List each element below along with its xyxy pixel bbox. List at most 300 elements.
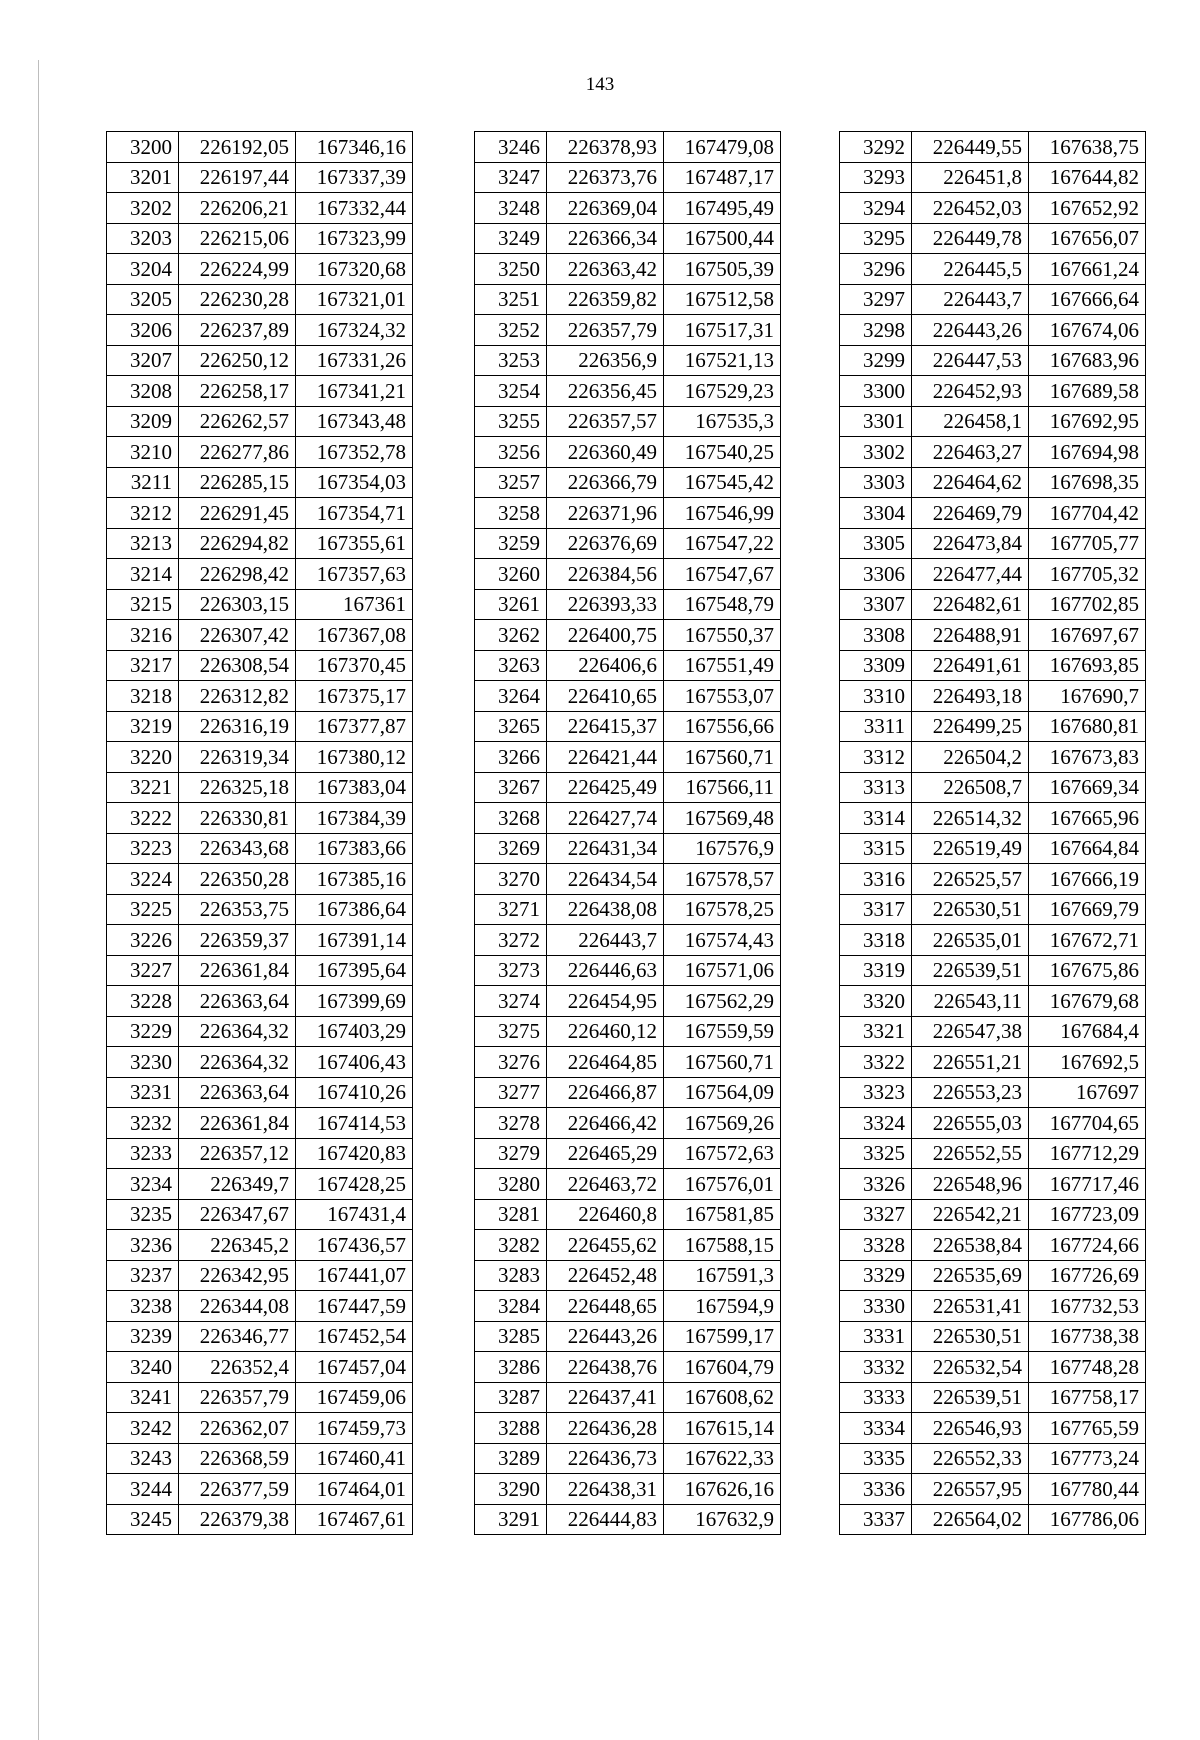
- y-coordinate-cell: 167377,87: [296, 711, 413, 742]
- point-number-cell: 3202: [107, 193, 179, 224]
- x-coordinate-cell: 226357,57: [547, 406, 664, 437]
- point-number-cell: 3303: [840, 467, 912, 498]
- point-number-cell: 3200: [107, 132, 179, 163]
- table-row: [107, 986, 413, 1017]
- x-coordinate-cell: 226463,27: [912, 437, 1029, 468]
- x-coordinate-cell: 226547,38: [912, 1016, 1029, 1047]
- y-coordinate-cell: 167521,13: [664, 345, 781, 376]
- x-coordinate-cell: 226377,59: [179, 1474, 296, 1505]
- x-coordinate-cell: 226366,79: [547, 467, 664, 498]
- point-number-cell: 3297: [840, 284, 912, 315]
- table-row: [107, 681, 413, 712]
- point-number-cell: 3285: [475, 1321, 547, 1352]
- table-row: [107, 223, 413, 254]
- y-coordinate-cell: 167452,54: [296, 1321, 413, 1352]
- x-coordinate-cell: 226466,42: [547, 1108, 664, 1139]
- point-number-cell: 3265: [475, 711, 547, 742]
- point-number-cell: 3226: [107, 925, 179, 956]
- point-number-cell: 3247: [475, 162, 547, 193]
- x-coordinate-cell: 226446,63: [547, 955, 664, 986]
- table-row: [475, 589, 781, 620]
- y-coordinate-cell: 167665,96: [1029, 803, 1146, 834]
- point-number-cell: 3335: [840, 1443, 912, 1474]
- x-coordinate-cell: 226519,49: [912, 833, 1029, 864]
- x-coordinate-cell: 226308,54: [179, 650, 296, 681]
- table-row: [840, 528, 1146, 559]
- point-number-cell: 3220: [107, 742, 179, 773]
- x-coordinate-cell: 226449,55: [912, 132, 1029, 163]
- y-coordinate-cell: 167656,07: [1029, 223, 1146, 254]
- y-coordinate-cell: 167399,69: [296, 986, 413, 1017]
- x-coordinate-cell: 226473,84: [912, 528, 1029, 559]
- x-coordinate-cell: 226460,12: [547, 1016, 664, 1047]
- y-coordinate-cell: 167460,41: [296, 1443, 413, 1474]
- point-number-cell: 3295: [840, 223, 912, 254]
- y-coordinate-cell: 167361: [296, 589, 413, 620]
- table-row: [475, 1352, 781, 1383]
- point-number-cell: 3252: [475, 315, 547, 346]
- y-coordinate-cell: 167505,39: [664, 254, 781, 285]
- table-row: [107, 742, 413, 773]
- x-coordinate-cell: 226400,75: [547, 620, 664, 651]
- point-number-cell: 3331: [840, 1321, 912, 1352]
- table-row: [107, 1199, 413, 1230]
- point-number-cell: 3219: [107, 711, 179, 742]
- table-row: [107, 162, 413, 193]
- y-coordinate-cell: 167562,29: [664, 986, 781, 1017]
- point-number-cell: 3311: [840, 711, 912, 742]
- y-coordinate-cell: 167661,24: [1029, 254, 1146, 285]
- y-coordinate-cell: 167588,15: [664, 1230, 781, 1261]
- x-coordinate-cell: 226312,82: [179, 681, 296, 712]
- table-row: [840, 1443, 1146, 1474]
- point-number-cell: 3280: [475, 1169, 547, 1200]
- x-coordinate-cell: 226452,48: [547, 1260, 664, 1291]
- table-row: [840, 1474, 1146, 1505]
- y-coordinate-cell: 167622,33: [664, 1443, 781, 1474]
- x-coordinate-cell: 226434,54: [547, 864, 664, 895]
- point-number-cell: 3244: [107, 1474, 179, 1505]
- point-number-cell: 3258: [475, 498, 547, 529]
- x-coordinate-cell: 226361,84: [179, 1108, 296, 1139]
- point-number-cell: 3329: [840, 1260, 912, 1291]
- point-number-cell: 3237: [107, 1260, 179, 1291]
- y-coordinate-cell: 167464,01: [296, 1474, 413, 1505]
- y-coordinate-cell: 167380,12: [296, 742, 413, 773]
- table-row: [475, 223, 781, 254]
- table-row: [475, 1108, 781, 1139]
- x-coordinate-cell: 226359,82: [547, 284, 664, 315]
- y-coordinate-cell: 167386,64: [296, 894, 413, 925]
- x-coordinate-cell: 226369,04: [547, 193, 664, 224]
- y-coordinate-cell: 167673,83: [1029, 742, 1146, 773]
- x-coordinate-cell: 226307,42: [179, 620, 296, 651]
- table-row: [840, 1382, 1146, 1413]
- x-coordinate-cell: 226449,78: [912, 223, 1029, 254]
- y-coordinate-cell: 167323,99: [296, 223, 413, 254]
- point-number-cell: 3261: [475, 589, 547, 620]
- point-number-cell: 3275: [475, 1016, 547, 1047]
- point-number-cell: 3249: [475, 223, 547, 254]
- y-coordinate-cell: 167383,04: [296, 772, 413, 803]
- x-coordinate-cell: 226514,32: [912, 803, 1029, 834]
- x-coordinate-cell: 226342,95: [179, 1260, 296, 1291]
- point-number-cell: 3268: [475, 803, 547, 834]
- table-row: [107, 1291, 413, 1322]
- table-row: [840, 1169, 1146, 1200]
- point-number-cell: 3266: [475, 742, 547, 773]
- y-coordinate-cell: 167576,01: [664, 1169, 781, 1200]
- x-coordinate-cell: 226539,51: [912, 1382, 1029, 1413]
- point-number-cell: 3286: [475, 1352, 547, 1383]
- y-coordinate-cell: 167786,06: [1029, 1504, 1146, 1535]
- x-coordinate-cell: 226277,86: [179, 437, 296, 468]
- y-coordinate-cell: 167540,25: [664, 437, 781, 468]
- point-number-cell: 3293: [840, 162, 912, 193]
- x-coordinate-cell: 226538,84: [912, 1230, 1029, 1261]
- x-coordinate-cell: 226379,38: [179, 1504, 296, 1535]
- table-row: [475, 681, 781, 712]
- table-row: [840, 681, 1146, 712]
- point-number-cell: 3215: [107, 589, 179, 620]
- table-row: [840, 254, 1146, 285]
- x-coordinate-cell: 226551,21: [912, 1047, 1029, 1078]
- point-number-cell: 3287: [475, 1382, 547, 1413]
- point-number-cell: 3243: [107, 1443, 179, 1474]
- point-number-cell: 3309: [840, 650, 912, 681]
- point-number-cell: 3283: [475, 1260, 547, 1291]
- y-coordinate-cell: 167385,16: [296, 864, 413, 895]
- table-row: [840, 498, 1146, 529]
- point-number-cell: 3204: [107, 254, 179, 285]
- x-coordinate-cell: 226192,05: [179, 132, 296, 163]
- x-coordinate-cell: 226285,15: [179, 467, 296, 498]
- x-coordinate-cell: 226376,69: [547, 528, 664, 559]
- y-coordinate-cell: 167370,45: [296, 650, 413, 681]
- x-coordinate-cell: 226448,65: [547, 1291, 664, 1322]
- y-coordinate-cell: 167693,85: [1029, 650, 1146, 681]
- table-row: [475, 284, 781, 315]
- point-number-cell: 3323: [840, 1077, 912, 1108]
- table-row: [840, 1504, 1146, 1535]
- x-coordinate-cell: 226463,72: [547, 1169, 664, 1200]
- table-row: [107, 132, 413, 163]
- y-coordinate-cell: 167354,71: [296, 498, 413, 529]
- table-row: [840, 1291, 1146, 1322]
- table-row: [107, 803, 413, 834]
- table-row: [475, 1321, 781, 1352]
- table-row: [107, 376, 413, 407]
- table-row: [107, 1260, 413, 1291]
- x-coordinate-cell: 226364,32: [179, 1047, 296, 1078]
- table-row: [107, 1169, 413, 1200]
- point-number-cell: 3240: [107, 1352, 179, 1383]
- y-coordinate-cell: 167548,79: [664, 589, 781, 620]
- y-coordinate-cell: 167692,95: [1029, 406, 1146, 437]
- table-row: [107, 711, 413, 742]
- x-coordinate-cell: 226363,64: [179, 986, 296, 1017]
- y-coordinate-cell: 167403,29: [296, 1016, 413, 1047]
- x-coordinate-cell: 226531,41: [912, 1291, 1029, 1322]
- point-number-cell: 3322: [840, 1047, 912, 1078]
- point-number-cell: 3209: [107, 406, 179, 437]
- y-coordinate-cell: 167594,9: [664, 1291, 781, 1322]
- table-row: [107, 1138, 413, 1169]
- table-row: [107, 1474, 413, 1505]
- point-number-cell: 3296: [840, 254, 912, 285]
- y-coordinate-cell: 167702,85: [1029, 589, 1146, 620]
- point-number-cell: 3229: [107, 1016, 179, 1047]
- x-coordinate-cell: 226443,7: [547, 925, 664, 956]
- table-row: [475, 1443, 781, 1474]
- x-coordinate-cell: 226465,29: [547, 1138, 664, 1169]
- y-coordinate-cell: 167410,26: [296, 1077, 413, 1108]
- table-row: [107, 193, 413, 224]
- table-row: [107, 1108, 413, 1139]
- y-coordinate-cell: 167512,58: [664, 284, 781, 315]
- y-coordinate-cell: 167529,23: [664, 376, 781, 407]
- x-coordinate-cell: 226553,23: [912, 1077, 1029, 1108]
- point-number-cell: 3224: [107, 864, 179, 895]
- x-coordinate-cell: 226451,8: [912, 162, 1029, 193]
- table-row: [475, 1047, 781, 1078]
- point-number-cell: 3201: [107, 162, 179, 193]
- y-coordinate-cell: 167684,4: [1029, 1016, 1146, 1047]
- table-row: [107, 1382, 413, 1413]
- y-coordinate-cell: 167599,17: [664, 1321, 781, 1352]
- y-coordinate-cell: 167674,06: [1029, 315, 1146, 346]
- x-coordinate-cell: 226197,44: [179, 162, 296, 193]
- point-number-cell: 3256: [475, 437, 547, 468]
- x-coordinate-cell: 226464,85: [547, 1047, 664, 1078]
- table-row: [475, 711, 781, 742]
- y-coordinate-cell: 167604,79: [664, 1352, 781, 1383]
- point-number-cell: 3294: [840, 193, 912, 224]
- table-row: [475, 528, 781, 559]
- table-row: [107, 1443, 413, 1474]
- y-coordinate-cell: 167550,37: [664, 620, 781, 651]
- y-coordinate-cell: 167675,86: [1029, 955, 1146, 986]
- point-number-cell: 3267: [475, 772, 547, 803]
- table-row: [840, 1047, 1146, 1078]
- table-row: [840, 1413, 1146, 1444]
- table-row: [475, 955, 781, 986]
- table-row: [475, 894, 781, 925]
- y-coordinate-cell: 167705,32: [1029, 559, 1146, 590]
- x-coordinate-cell: 226359,37: [179, 925, 296, 956]
- y-coordinate-cell: 167517,31: [664, 315, 781, 346]
- x-coordinate-cell: 226345,2: [179, 1230, 296, 1261]
- table-row: [475, 1199, 781, 1230]
- table-row: [840, 437, 1146, 468]
- x-coordinate-cell: 226393,33: [547, 589, 664, 620]
- point-number-cell: 3324: [840, 1108, 912, 1139]
- point-number-cell: 3301: [840, 406, 912, 437]
- point-number-cell: 3276: [475, 1047, 547, 1078]
- point-number-cell: 3298: [840, 315, 912, 346]
- table-row: [107, 467, 413, 498]
- x-coordinate-cell: 226543,11: [912, 986, 1029, 1017]
- x-coordinate-cell: 226406,6: [547, 650, 664, 681]
- point-number-cell: 3315: [840, 833, 912, 864]
- x-coordinate-cell: 226363,42: [547, 254, 664, 285]
- y-coordinate-cell: 167697: [1029, 1077, 1146, 1108]
- table-row: [840, 467, 1146, 498]
- point-number-cell: 3312: [840, 742, 912, 773]
- y-coordinate-cell: 167320,68: [296, 254, 413, 285]
- x-coordinate-cell: 226452,03: [912, 193, 1029, 224]
- point-number-cell: 3325: [840, 1138, 912, 1169]
- y-coordinate-cell: 167571,06: [664, 955, 781, 986]
- y-coordinate-cell: 167726,69: [1029, 1260, 1146, 1291]
- point-number-cell: 3320: [840, 986, 912, 1017]
- table-row: [107, 528, 413, 559]
- x-coordinate-cell: 226343,68: [179, 833, 296, 864]
- y-coordinate-cell: 167712,29: [1029, 1138, 1146, 1169]
- table-row: [840, 1321, 1146, 1352]
- table-row: [107, 1047, 413, 1078]
- y-coordinate-cell: 167572,63: [664, 1138, 781, 1169]
- x-coordinate-cell: 226298,42: [179, 559, 296, 590]
- x-coordinate-cell: 226366,34: [547, 223, 664, 254]
- coordinate-table-left: [106, 131, 413, 1535]
- x-coordinate-cell: 226415,37: [547, 711, 664, 742]
- x-coordinate-cell: 226357,79: [179, 1382, 296, 1413]
- y-coordinate-cell: 167664,84: [1029, 833, 1146, 864]
- y-coordinate-cell: 167341,21: [296, 376, 413, 407]
- y-coordinate-cell: 167383,66: [296, 833, 413, 864]
- table-row: [840, 864, 1146, 895]
- x-coordinate-cell: 226230,28: [179, 284, 296, 315]
- table-row: [840, 1260, 1146, 1291]
- y-coordinate-cell: 167495,49: [664, 193, 781, 224]
- table-row: [840, 986, 1146, 1017]
- point-number-cell: 3269: [475, 833, 547, 864]
- x-coordinate-cell: 226363,64: [179, 1077, 296, 1108]
- table-row: [475, 833, 781, 864]
- y-coordinate-cell: 167666,19: [1029, 864, 1146, 895]
- table-row: [840, 1199, 1146, 1230]
- point-number-cell: 3238: [107, 1291, 179, 1322]
- table-row: [475, 1291, 781, 1322]
- x-coordinate-cell: 226564,02: [912, 1504, 1029, 1535]
- y-coordinate-cell: 167551,49: [664, 650, 781, 681]
- x-coordinate-cell: 226352,4: [179, 1352, 296, 1383]
- table-row: [475, 1382, 781, 1413]
- table-row: [840, 406, 1146, 437]
- point-number-cell: 3214: [107, 559, 179, 590]
- point-number-cell: 3279: [475, 1138, 547, 1169]
- table-row: [107, 894, 413, 925]
- x-coordinate-cell: 226291,45: [179, 498, 296, 529]
- x-coordinate-cell: 226371,96: [547, 498, 664, 529]
- x-coordinate-cell: 226542,21: [912, 1199, 1029, 1230]
- x-coordinate-cell: 226350,28: [179, 864, 296, 895]
- point-number-cell: 3274: [475, 986, 547, 1017]
- x-coordinate-cell: 226532,54: [912, 1352, 1029, 1383]
- y-coordinate-cell: 167332,44: [296, 193, 413, 224]
- point-number-cell: 3227: [107, 955, 179, 986]
- y-coordinate-cell: 167724,66: [1029, 1230, 1146, 1261]
- x-coordinate-cell: 226250,12: [179, 345, 296, 376]
- table-row: [475, 1474, 781, 1505]
- y-coordinate-cell: 167343,48: [296, 406, 413, 437]
- y-coordinate-cell: 167564,09: [664, 1077, 781, 1108]
- y-coordinate-cell: 167441,07: [296, 1260, 413, 1291]
- x-coordinate-cell: 226427,74: [547, 803, 664, 834]
- y-coordinate-cell: 167692,5: [1029, 1047, 1146, 1078]
- point-number-cell: 3250: [475, 254, 547, 285]
- table-row: [475, 803, 781, 834]
- table-row: [475, 406, 781, 437]
- y-coordinate-cell: 167615,14: [664, 1413, 781, 1444]
- table-row: [475, 1077, 781, 1108]
- y-coordinate-cell: 167355,61: [296, 528, 413, 559]
- table-row: [107, 406, 413, 437]
- table-row: [840, 1230, 1146, 1261]
- y-coordinate-cell: 167459,06: [296, 1382, 413, 1413]
- x-coordinate-cell: 226458,1: [912, 406, 1029, 437]
- x-coordinate-cell: 226482,61: [912, 589, 1029, 620]
- point-number-cell: 3313: [840, 772, 912, 803]
- table-row: [475, 162, 781, 193]
- table-row: [107, 345, 413, 376]
- table-row: [475, 498, 781, 529]
- x-coordinate-cell: 226504,2: [912, 742, 1029, 773]
- point-number-cell: 3314: [840, 803, 912, 834]
- y-coordinate-cell: 167683,96: [1029, 345, 1146, 376]
- point-number-cell: 3291: [475, 1504, 547, 1535]
- point-number-cell: 3259: [475, 528, 547, 559]
- x-coordinate-cell: 226294,82: [179, 528, 296, 559]
- point-number-cell: 3230: [107, 1047, 179, 1078]
- point-number-cell: 3281: [475, 1199, 547, 1230]
- point-number-cell: 3326: [840, 1169, 912, 1200]
- y-coordinate-cell: 167547,22: [664, 528, 781, 559]
- table-row: [840, 803, 1146, 834]
- x-coordinate-cell: 226431,34: [547, 833, 664, 864]
- point-number-cell: 3319: [840, 955, 912, 986]
- table-row: [475, 193, 781, 224]
- y-coordinate-cell: 167457,04: [296, 1352, 413, 1383]
- y-coordinate-cell: 167367,08: [296, 620, 413, 651]
- table-row: [475, 1016, 781, 1047]
- x-coordinate-cell: 226539,51: [912, 955, 1029, 986]
- table-row: [475, 772, 781, 803]
- y-coordinate-cell: 167459,73: [296, 1413, 413, 1444]
- point-number-cell: 3290: [475, 1474, 547, 1505]
- y-coordinate-cell: 167346,16: [296, 132, 413, 163]
- x-coordinate-cell: 226224,99: [179, 254, 296, 285]
- point-number-cell: 3242: [107, 1413, 179, 1444]
- point-number-cell: 3306: [840, 559, 912, 590]
- table-row: [840, 1138, 1146, 1169]
- y-coordinate-cell: 167591,3: [664, 1260, 781, 1291]
- y-coordinate-cell: 167569,26: [664, 1108, 781, 1139]
- table-row: [840, 742, 1146, 773]
- x-coordinate-cell: 226384,56: [547, 559, 664, 590]
- point-number-cell: 3304: [840, 498, 912, 529]
- point-number-cell: 3317: [840, 894, 912, 925]
- y-coordinate-cell: 167566,11: [664, 772, 781, 803]
- table-row: [840, 315, 1146, 346]
- y-coordinate-cell: 167479,08: [664, 132, 781, 163]
- x-coordinate-cell: 226344,08: [179, 1291, 296, 1322]
- x-coordinate-cell: 226452,93: [912, 376, 1029, 407]
- table-row: [475, 650, 781, 681]
- table-row: [840, 711, 1146, 742]
- point-number-cell: 3234: [107, 1169, 179, 1200]
